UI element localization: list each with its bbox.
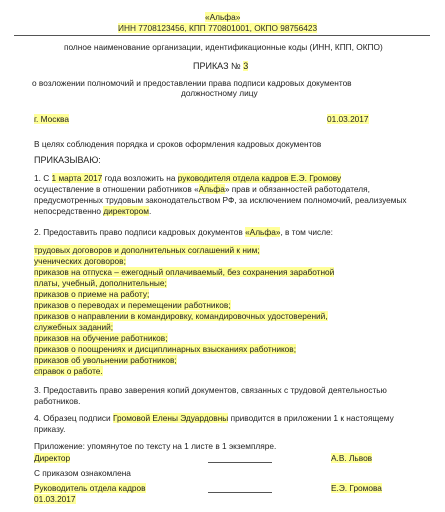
signature-line xyxy=(208,462,272,463)
p1-text-h: непосредственно xyxy=(34,206,104,216)
order-date: 01.03.2017 xyxy=(327,114,369,124)
p1-line4 xyxy=(34,206,151,216)
list-item: приказов на отпуска – ежегодный оплачиваемый, без сохранения заработной xyxy=(34,267,335,277)
p4-person: Громовой Елены Эдуардовны xyxy=(112,413,229,423)
p2-line xyxy=(34,227,333,237)
org-caption: полное наименование организации, идентификационные коды (ИНН, КПП, ОКПО) xyxy=(64,42,383,52)
list-item: справок о работе. xyxy=(34,366,103,376)
list-item: приказов на обучение работников; xyxy=(34,333,168,343)
city: г. Москва xyxy=(34,114,69,124)
list-item: трудовых договоров и дополнительных соглашений к ним; xyxy=(34,245,260,255)
p1-text-j: . xyxy=(149,206,152,216)
p4-line1 xyxy=(34,413,394,423)
p1-director: директором xyxy=(103,206,149,216)
list-item: платы, учебный, дополнительные; xyxy=(34,278,167,288)
order-word: ПРИКАЗЫВАЮ: xyxy=(34,155,101,165)
preamble: В целях соблюдения порядка и сроков оформления кадровых документов xyxy=(34,139,322,149)
list-item: ученических договоров; xyxy=(34,256,126,266)
appendix: Приложение: упомянутое по тексту на 1 листе в 1 экземпляре. xyxy=(34,441,277,451)
p3-line1: 3. Предоставить право заверения копий документов, связанных с трудовой деятельностью xyxy=(34,385,387,395)
org-codes: ИНН 7708123456, КПП 770801001, ОКПО 98756423 xyxy=(118,23,318,33)
p1-person: руководителя отдела кадров Е.Э. Громову xyxy=(177,173,342,183)
p3-line2: работников. xyxy=(34,396,81,406)
list-item: приказов о направлении в командировку, командировочных удостоверений, xyxy=(34,311,328,321)
list-item: приказов об увольнении работников; xyxy=(34,355,177,365)
order-subject-line1: о возложении полномочий и предоставлении права подписи кадровых документов xyxy=(32,78,352,88)
p1-text-c: года возложить на xyxy=(102,173,178,183)
p4-line2: приказу. xyxy=(34,424,66,434)
org-underline xyxy=(14,35,430,36)
employee-date: 01.03.2017 xyxy=(34,494,76,504)
employee-name: Е.Э. Громова xyxy=(331,483,382,493)
signer-position: Директор xyxy=(34,453,71,463)
p2-text-c: , в том числе: xyxy=(280,227,333,237)
p2-text-a: 2. Предоставить право подписи кадровых документов xyxy=(34,227,246,237)
order-title xyxy=(193,61,248,71)
employee-signature-line xyxy=(208,492,272,493)
p4-text-a: 4. Образец подписи xyxy=(34,413,113,423)
order-number: 3 xyxy=(243,61,249,71)
org-name: «Альфа» xyxy=(205,12,241,22)
p1-text-g: » прав и обязанностей работодателя, xyxy=(224,184,370,194)
signer-name: А.В. Львов xyxy=(331,453,373,463)
p1-text-a: 1. С xyxy=(34,173,52,183)
list-item: приказов о приеме на работу; xyxy=(34,289,150,299)
list-item: служебных заданий; xyxy=(34,322,114,332)
acquainted-label: С приказом ознакомлена xyxy=(34,468,131,478)
p1-line3: предусмотренных трудовым законодательством РФ, за исключением полномочий, реализуемых xyxy=(34,195,407,205)
p1-date: 1 марта 2017 xyxy=(51,173,103,183)
p2-company: «Альфа» xyxy=(245,227,281,237)
p1-line2 xyxy=(34,184,370,194)
list-item: приказов о переводах и перемещении работников; xyxy=(34,300,231,310)
list-item: приказов о поощрениях и дисциплинарных взысканиях работников; xyxy=(34,344,297,354)
p1-text-e: осуществление в отношении работников « xyxy=(34,184,199,194)
employee-position: Руководитель отдела кадров xyxy=(34,483,146,493)
p4-text-c: приводится в приложении 1 к настоящему xyxy=(228,413,394,423)
p1-line1 xyxy=(34,173,341,183)
p1-company: Альфа xyxy=(198,184,225,194)
order-subject-line2: должностному лицу xyxy=(181,88,258,98)
order-title-text: ПРИКАЗ № xyxy=(193,61,244,71)
